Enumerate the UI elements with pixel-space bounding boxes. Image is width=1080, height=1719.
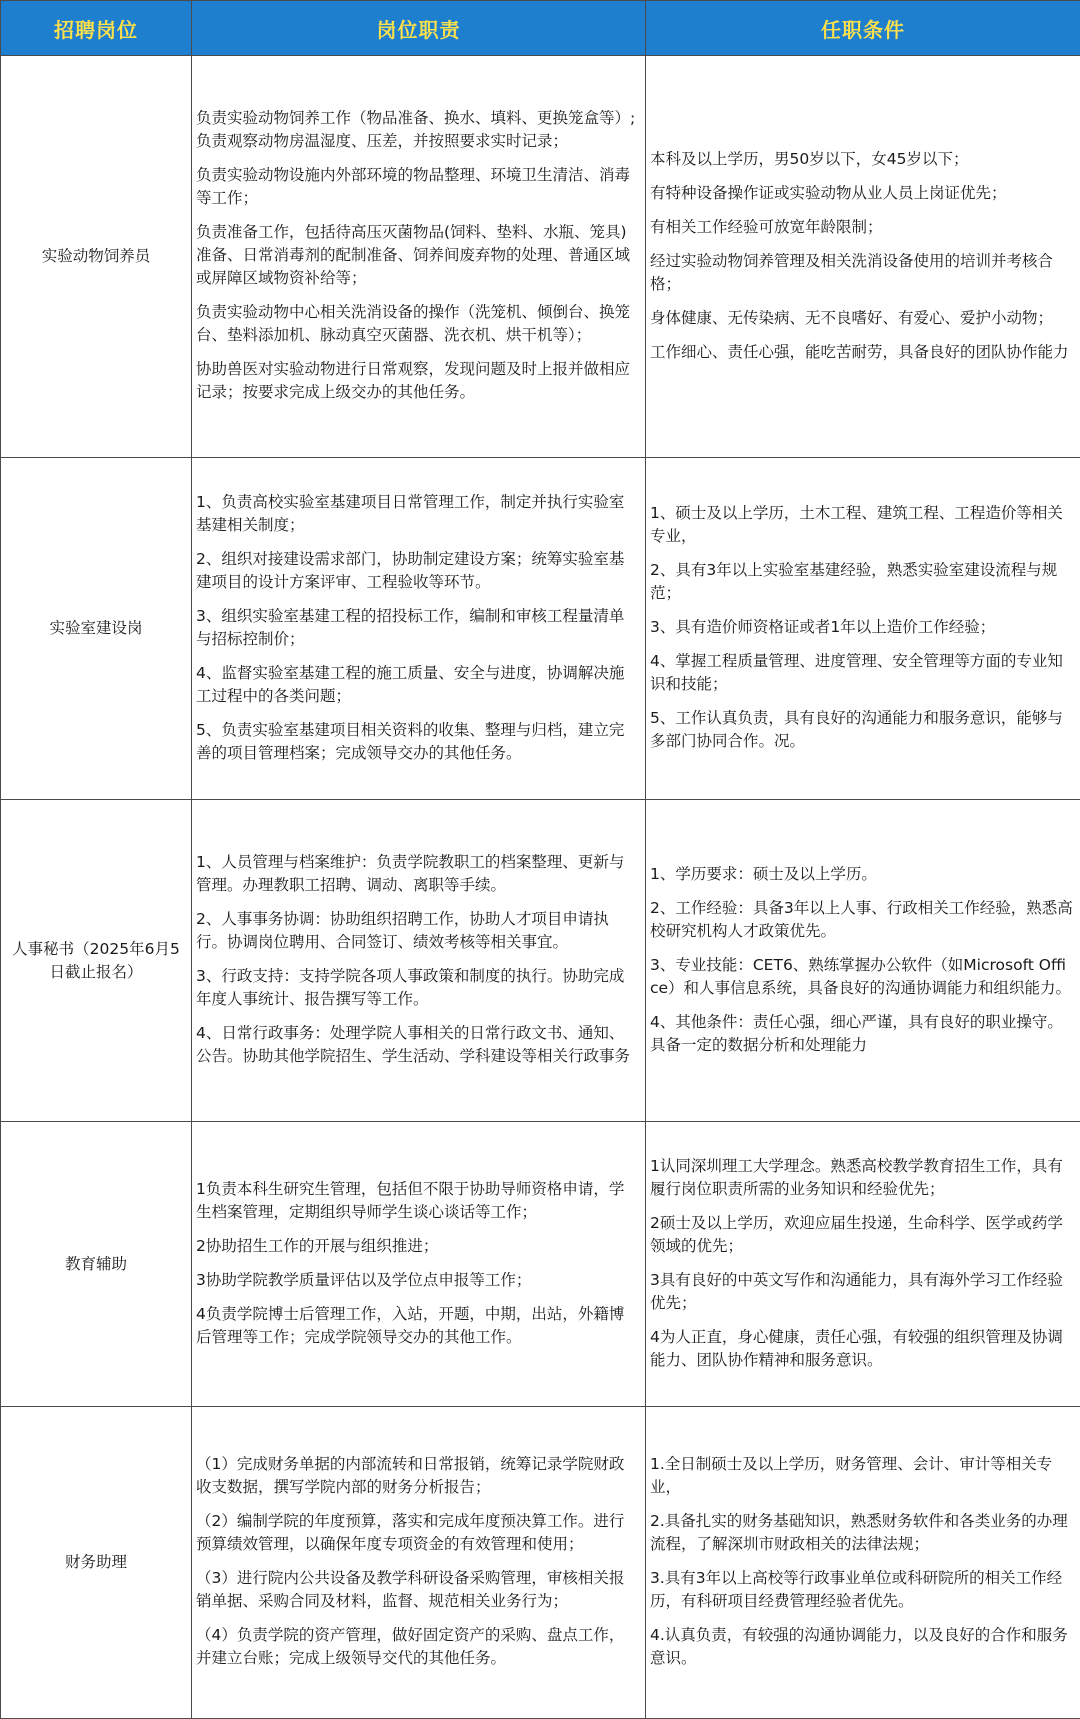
requirement-item: 1、硕士及以上学历，土木工程、建筑工程、工程造价等相关专业， <box>650 502 1074 548</box>
table-row <box>1 56 1080 458</box>
header-position: 招聘岗位 <box>1 1 192 56</box>
duty-item: 负责实验动物饲养工作（物品准备、换水、填料、更换笼盒等）;负责观察动物房温湿度、压差，并按照要求实时记录； <box>196 107 639 153</box>
duty-item: （3）进行院内公共设备及教学科研设备采购管理，审核相关报销单据、采购合同及材料，监督、规范相关业务行为； <box>196 1567 639 1613</box>
duty-item: 5、负责实验室基建项目相关资料的收集、整理与归档，建立完善的项目管理档案；完成领导交办的其他任务。 <box>196 719 639 765</box>
requirement-item: 有相关工作经验可放宽年龄限制； <box>650 216 1074 239</box>
duty-item: 3、组织实验室基建工程的招投标工作，编制和审核工程量清单与招标控制价； <box>196 605 639 651</box>
requirement-item: 本科及以上学历，男50岁以下，女45岁以下； <box>650 148 1074 171</box>
requirement-item: 4、其他条件：责任心强，细心严谨，具有良好的职业操守。具备一定的数据分析和处理能力 <box>650 1011 1074 1057</box>
requirement-item: 工作细心、责任心强，能吃苦耐劳，具备良好的团队协作能力 <box>650 341 1074 364</box>
duty-item: 4负责学院博士后管理工作，入站，开题，中期，出站，外籍博后管理等工作；完成学院领导交办的其他工作。 <box>196 1303 639 1349</box>
duty-item: 4、监督实验室基建工程的施工质量、安全与进度，协调解决施工过程中的各类问题； <box>196 662 639 708</box>
duties-cell <box>192 800 646 1122</box>
requirement-item: 2.具备扎实的财务基础知识，熟悉财务软件和各类业务的办理流程，了解深圳市财政相关的法律法规； <box>650 1510 1074 1556</box>
requirement-item: 3具有良好的中英文写作和沟通能力，具有海外学习工作经验优先； <box>650 1269 1074 1315</box>
requirement-item: 1.全日制硕士及以上学历，财务管理、会计、审计等相关专业， <box>650 1453 1074 1499</box>
duty-item: （1）完成财务单据的内部流转和日常报销，统筹记录学院财政收支数据，撰写学院内部的财务分析报告； <box>196 1453 639 1499</box>
position-cell: 人事秘书（2025年6月5日截止报名） <box>1 800 192 1122</box>
requirements-cell <box>646 458 1080 800</box>
duty-item: 负责实验动物中心相关洗消设备的操作（洗笼机、倾倒台、换笼台、垫料添加机、脉动真空灭菌器、洗衣机、烘干机等）； <box>196 301 639 347</box>
duties-cell <box>192 1407 646 1719</box>
requirement-item: 1、学历要求：硕士及以上学历。 <box>650 863 1074 886</box>
requirement-item: 4.认真负责，有较强的沟通协调能力，以及良好的合作和服务意识。 <box>650 1624 1074 1670</box>
requirements-cell <box>646 1122 1080 1407</box>
requirement-item: 经过实验动物饲养管理及相关洗消设备使用的培训并考核合格； <box>650 250 1074 296</box>
duties-cell <box>192 1122 646 1407</box>
duty-item: （2）编制学院的年度预算，落实和完成年度预决算工作。进行预算绩效管理，以确保年度专项资金的有效管理和使用； <box>196 1510 639 1556</box>
requirement-item: 3、具有造价师资格证或者1年以上造价工作经验； <box>650 616 1074 639</box>
table-row <box>1 800 1080 1122</box>
requirement-item: 身体健康、无传染病、无不良嗜好、有爱心、爱护小动物； <box>650 307 1074 330</box>
requirements-cell <box>646 1407 1080 1719</box>
requirement-item: 3.具有3年以上高校等行政事业单位或科研院所的相关工作经历，有科研项目经费管理经验者优先。 <box>650 1567 1074 1613</box>
table-row <box>1 1122 1080 1407</box>
table-header-row <box>1 1 1080 56</box>
requirement-item: 2、工作经验：具备3年以上人事、行政相关工作经验，熟悉高校研究机构人才政策优先。 <box>650 897 1074 943</box>
requirement-item: 2硕士及以上学历，欢迎应届生投递，生命科学、医学或药学领域的优先； <box>650 1212 1074 1258</box>
header-requirements: 任职条件 <box>646 1 1080 56</box>
requirements-cell <box>646 800 1080 1122</box>
requirement-item: 2、具有3年以上实验室基建经验，熟悉实验室建设流程与规范； <box>650 559 1074 605</box>
requirement-item: 3、专业技能：CET6、熟练掌握办公软件（如Microsoft Office）和人事信息系统，具备良好的沟通协调能力和组织能力。 <box>650 954 1074 1000</box>
duty-item: 3协助学院教学质量评估以及学位点申报等工作； <box>196 1269 639 1292</box>
header-duties: 岗位职责 <box>192 1 646 56</box>
position-cell: 财务助理 <box>1 1407 192 1719</box>
duty-item: 1、负责高校实验室基建项目日常管理工作，制定并执行实验室基建相关制度； <box>196 491 639 537</box>
table-row <box>1 1407 1080 1719</box>
requirement-item: 4、掌握工程质量管理、进度管理、安全管理等方面的专业知识和技能； <box>650 650 1074 696</box>
duty-item: 负责准备工作，包括待高压灭菌物品(饲料、垫料、水瓶、笼具)准备、日常消毒剂的配制准备、饲养间废弃物的处理、普通区域或屏障区域物资补给等； <box>196 221 639 290</box>
duties-cell <box>192 458 646 800</box>
requirement-item: 4为人正直，身心健康，责任心强，有较强的组织管理及协调能力、团队协作精神和服务意识。 <box>650 1326 1074 1372</box>
position-cell: 实验室建设岗 <box>1 458 192 800</box>
duty-item: 1负责本科生研究生管理，包括但不限于协助导师资格申请，学生档案管理，定期组织导师学生谈心谈话等工作； <box>196 1178 639 1224</box>
duty-item: 负责实验动物设施内外部环境的物品整理、环境卫生清洁、消毒等工作； <box>196 164 639 210</box>
duty-item: 1、人员管理与档案维护：负责学院教职工的档案整理、更新与管理。办理教职工招聘、调动、离职等手续。 <box>196 851 639 897</box>
requirement-item: 有特种设备操作证或实验动物从业人员上岗证优先； <box>650 182 1074 205</box>
duty-item: （4）负责学院的资产管理，做好固定资产的采购、盘点工作，并建立台账；完成上级领导交代的其他任务。 <box>196 1624 639 1670</box>
duty-item: 2协助招生工作的开展与组织推进； <box>196 1235 639 1258</box>
table-row <box>1 458 1080 800</box>
requirement-item: 1认同深圳理工大学理念。熟悉高校教学教育招生工作，具有履行岗位职责所需的业务知识和经验优先； <box>650 1155 1074 1201</box>
position-cell: 实验动物饲养员 <box>1 56 192 458</box>
duty-item: 2、组织对接建设需求部门，协助制定建设方案；统筹实验室基建项目的设计方案评审、工程验收等环节。 <box>196 548 639 594</box>
position-cell: 教育辅助 <box>1 1122 192 1407</box>
duty-item: 2、人事事务协调：协助组织招聘工作，协助人才项目申请执行。协调岗位聘用、合同签订、绩效考核等相关事宜。 <box>196 908 639 954</box>
duty-item: 协助兽医对实验动物进行日常观察，发现问题及时上报并做相应记录；按要求完成上级交办的其他任务。 <box>196 358 639 404</box>
duty-item: 4、日常行政事务：处理学院人事相关的日常行政文书、通知、公告。协助其他学院招生、学生活动、学科建设等相关行政事务 <box>196 1022 639 1068</box>
requirement-item: 5、工作认真负责，具有良好的沟通能力和服务意识，能够与多部门协同合作。况。 <box>650 707 1074 753</box>
requirements-cell <box>646 56 1080 458</box>
duty-item: 3、行政支持：支持学院各项人事政策和制度的执行。协助完成年度人事统计、报告撰写等工作。 <box>196 965 639 1011</box>
duties-cell <box>192 56 646 458</box>
